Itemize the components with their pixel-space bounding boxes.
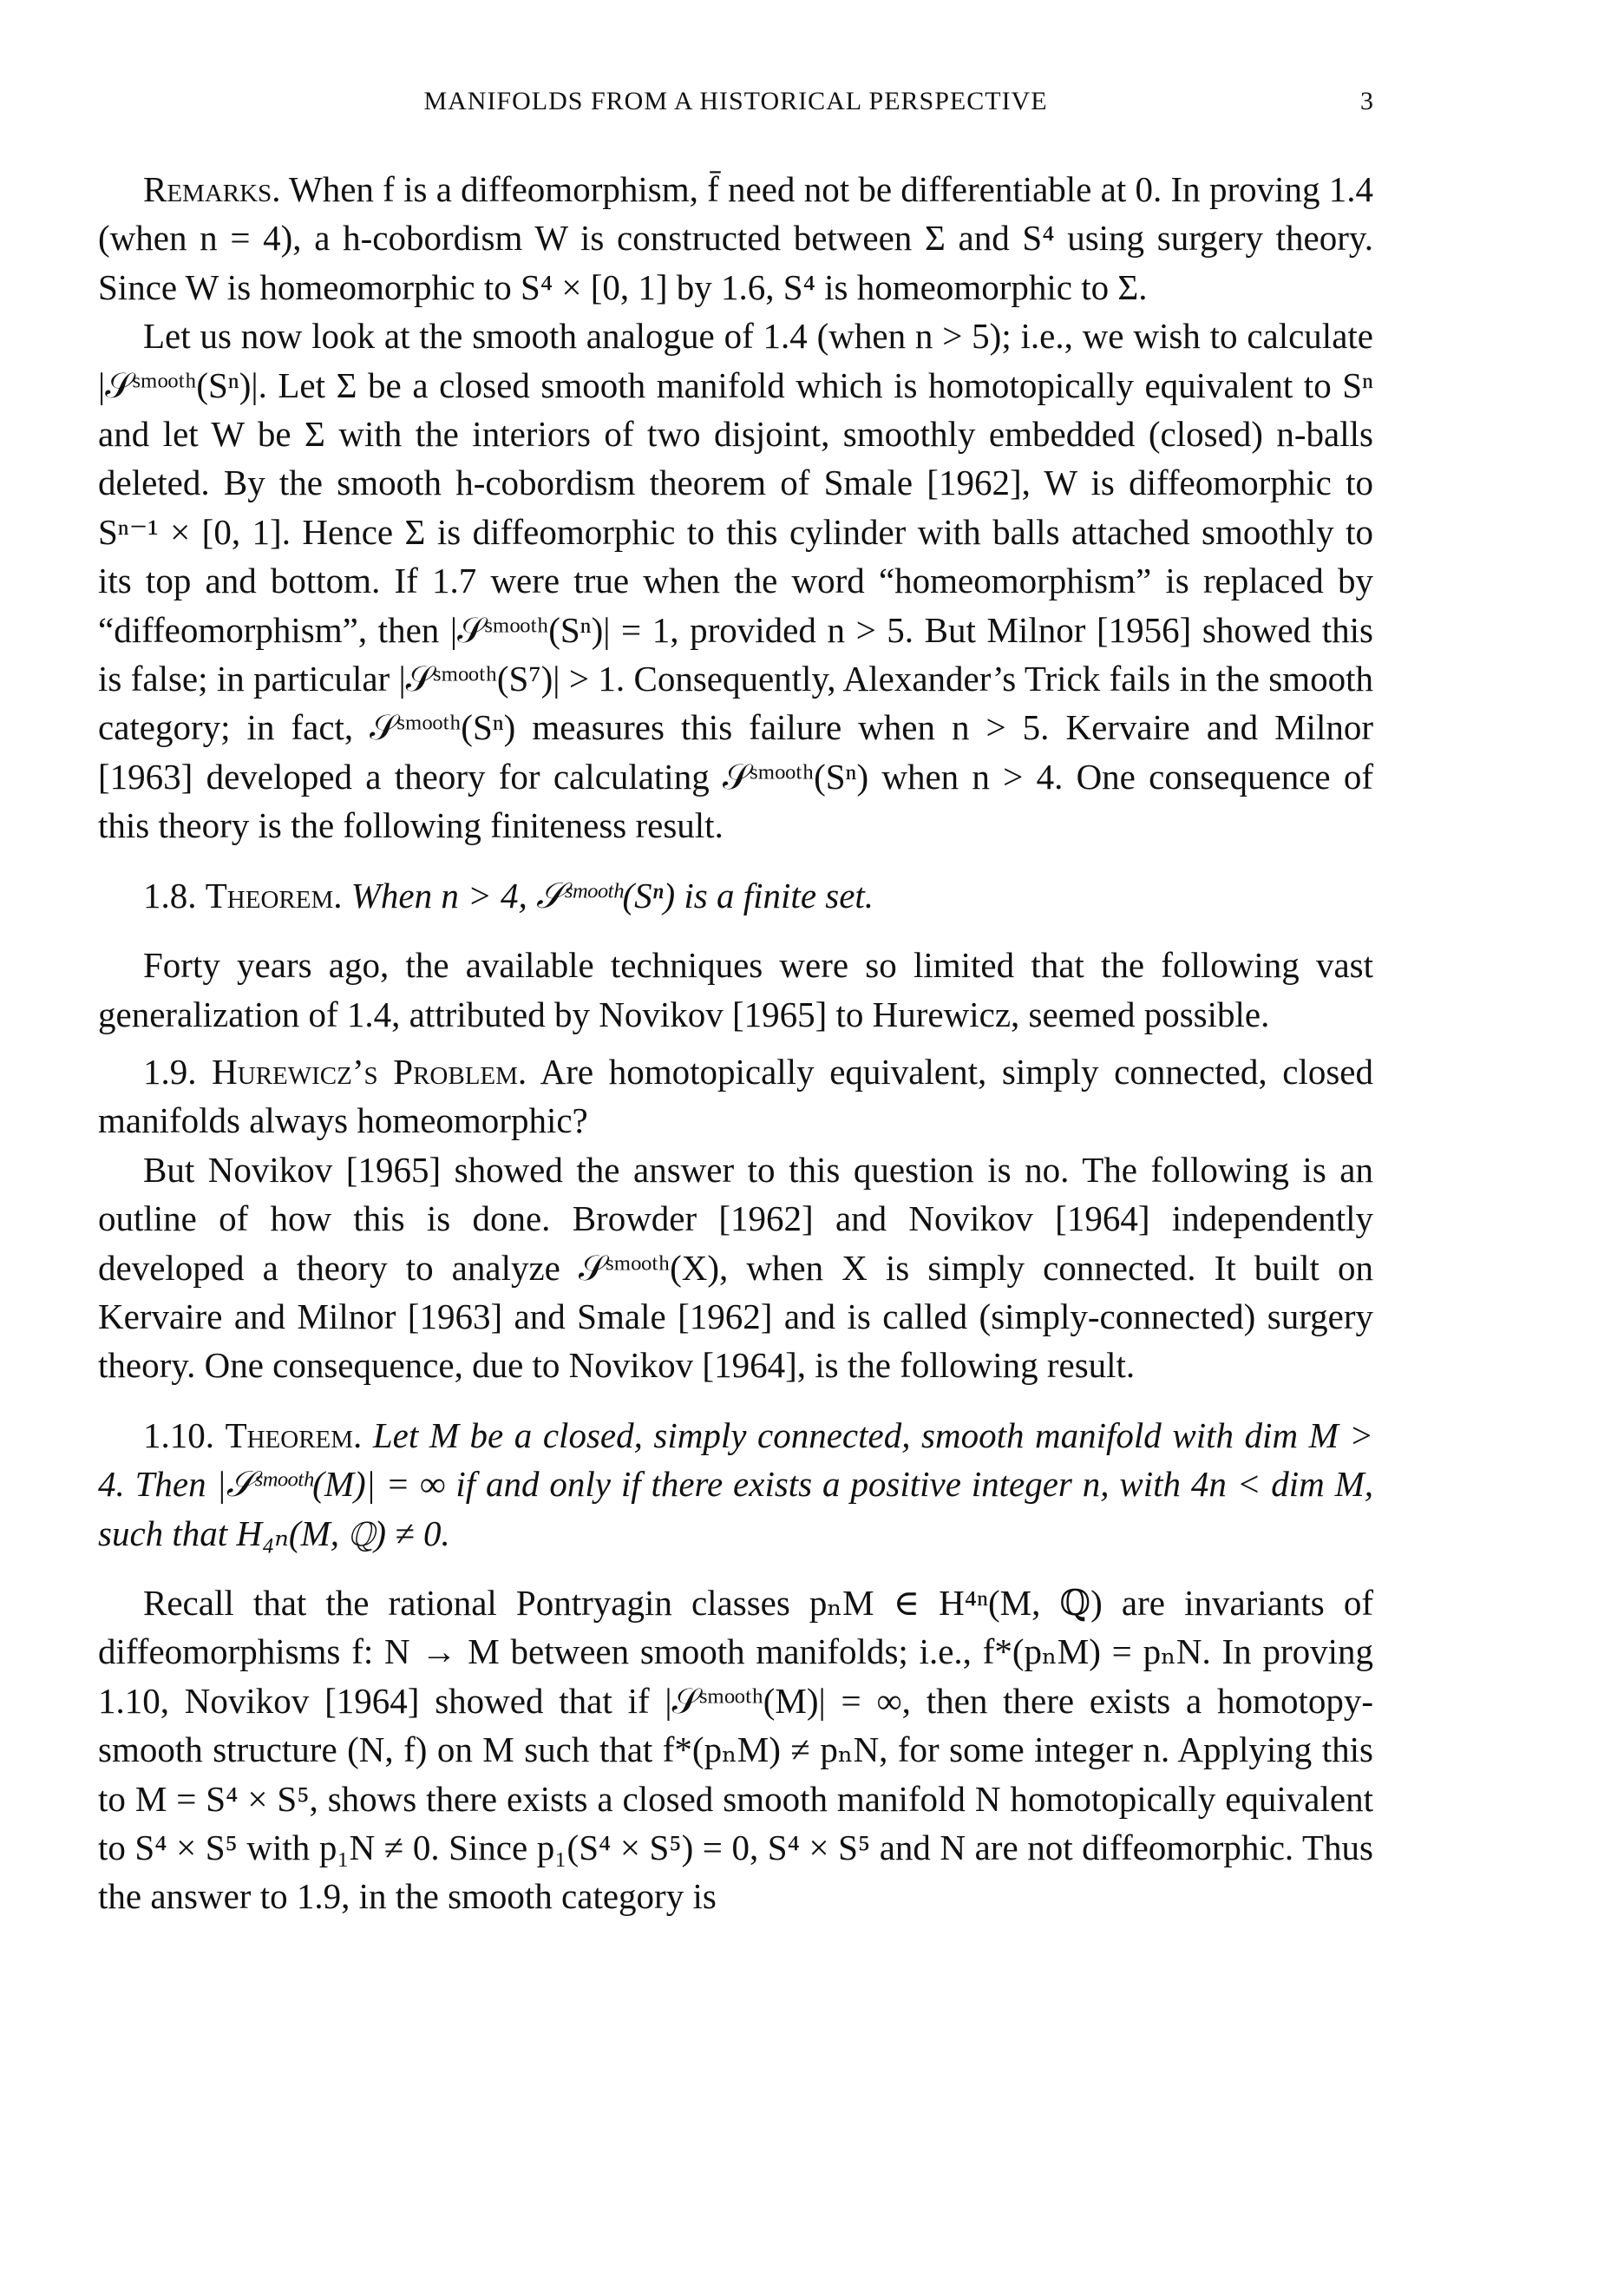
theorem-1-10 xyxy=(98,1411,1373,1558)
page-number: 3 xyxy=(1360,87,1373,115)
hurewicz-problem xyxy=(98,1047,1373,1145)
running-head: MANIFOLDS FROM A HISTORICAL PERSPECTIVE xyxy=(423,87,1048,115)
remarks-heading: Remarks. xyxy=(143,169,281,209)
problem-statement: Are homotopically equivalent, simply connected, closed manifolds always homeomorphic? xyxy=(98,1051,1373,1141)
smooth-analogue-paragraph: Let us now look at the smooth analogue of 1.4 (when n > 5); i.e., we wish to calculate |𝒮ˢᵐᵒᵒᵗʰ(Sⁿ)|. Let Σ be a closed smooth manifold which is homotopically equivalent to Sⁿ and let W be Σ with the interiors of two disjoint, smoothly embedded (closed) n-balls deleted. By the smooth h-cobordism theorem of Smale [1962], W is diffeomorphic to Sⁿ⁻¹ × [0, 1]. Hence Σ is diffeomorphic to this cylinder with balls attached smoothly to its top and bottom. If 1.7 were true when the word “homeomorphism” is replaced by “diffeomorphism”, then |𝒮ˢᵐᵒᵒᵗʰ(Sⁿ)| = 1, provided n > 5. But Milnor [1956] showed this is false; in particular |𝒮ˢᵐᵒᵒᵗʰ(S⁷)| > 1. Consequently, Alexander’s Trick fails in the smooth category; in fact, 𝒮ˢᵐᵒᵒᵗʰ(Sⁿ) measures this failure when n > 5. Kervaire and Milnor [1963] developed a theory for calculating 𝒮ˢᵐᵒᵒᵗʰ(Sⁿ) when n > 4. One consequence of this theory is the following finiteness result. xyxy=(98,316,1373,846)
theorem-number: 1.10. xyxy=(143,1414,214,1455)
theorem-heading: Theorem. xyxy=(225,1414,363,1455)
forty-years-paragraph: Forty years ago, the available techniques were so limited that the following vast generalization of 1.4, attributed by Novikov [1965] to Hurewicz, seemed possible. xyxy=(98,945,1373,1034)
body-text xyxy=(98,165,1373,1921)
pontryagin-paragraph: Recall that the rational Pontryagin classes pₙM ∈ H⁴ⁿ(M, ℚ) are invariants of diffeomorphisms f: N → M between smooth manifolds; i.e., f*(pₙM) = pₙN. In proving 1.10, Novikov [1964] showed that if |𝒮ˢᵐᵒᵒᵗʰ(M)| = ∞, then there exists a homotopy-smooth structure (N, f) on M such that f*(pₙM) ≠ pₙN, for some integer n. Applying this to M = S⁴ × S⁵, shows there exists a closed smooth manifold N homotopically equivalent to S⁴ × S⁵ with p₁N ≠ 0. Since p₁(S⁴ × S⁵) = 0, S⁴ × S⁵ and N are not diffeomorphic. Thus the answer to 1.9, in the smooth category is xyxy=(98,1582,1373,1917)
theorem-heading: Theorem. xyxy=(205,875,343,915)
remarks-text: When f is a diffeomorphism, f̄ need not be differentiable at 0. In proving 1.4 (when n = 4), a h-cobordism W is constructed between Σ and S⁴ using surgery theory. Since W is homeomorphic to S⁴ × [0, 1] by 1.6, S⁴ is homeomorphic to Σ. xyxy=(98,169,1373,307)
problem-number: 1.9. xyxy=(143,1051,197,1092)
problem-heading: Hurewicz’s Problem. xyxy=(212,1051,527,1092)
novikov-paragraph: But Novikov [1965] showed the answer to this question is no. The following is an outline of how this is done. Browder [1962] and Novikov [1964] independently developed a theory to analyze 𝒮ˢᵐᵒᵒᵗʰ(X), when X is simply connected. It built on Kervaire and Milnor [1963] and Smale [1962] and is called (simply-connected) surgery theory. One consequence, due to Novikov [1964], is the following result. xyxy=(98,1149,1373,1386)
theorem-statement: When n > 4, 𝒮ˢᵐᵒᵒᵗʰ(Sⁿ) is a finite set. xyxy=(350,875,874,915)
theorem-number: 1.8. xyxy=(143,875,197,915)
theorem-1-8 xyxy=(98,871,1373,920)
remarks-paragraph xyxy=(98,165,1373,312)
theorem-statement: Let M be a closed, simply connected, smooth manifold with dim M > 4. Then |𝒮ˢᵐᵒᵒᵗʰ(M)| = ∞ if and only if there exists a positive integer n, with 4n < dim M, such that H₄ₙ(M, ℚ) ≠ 0. xyxy=(98,1414,1373,1553)
